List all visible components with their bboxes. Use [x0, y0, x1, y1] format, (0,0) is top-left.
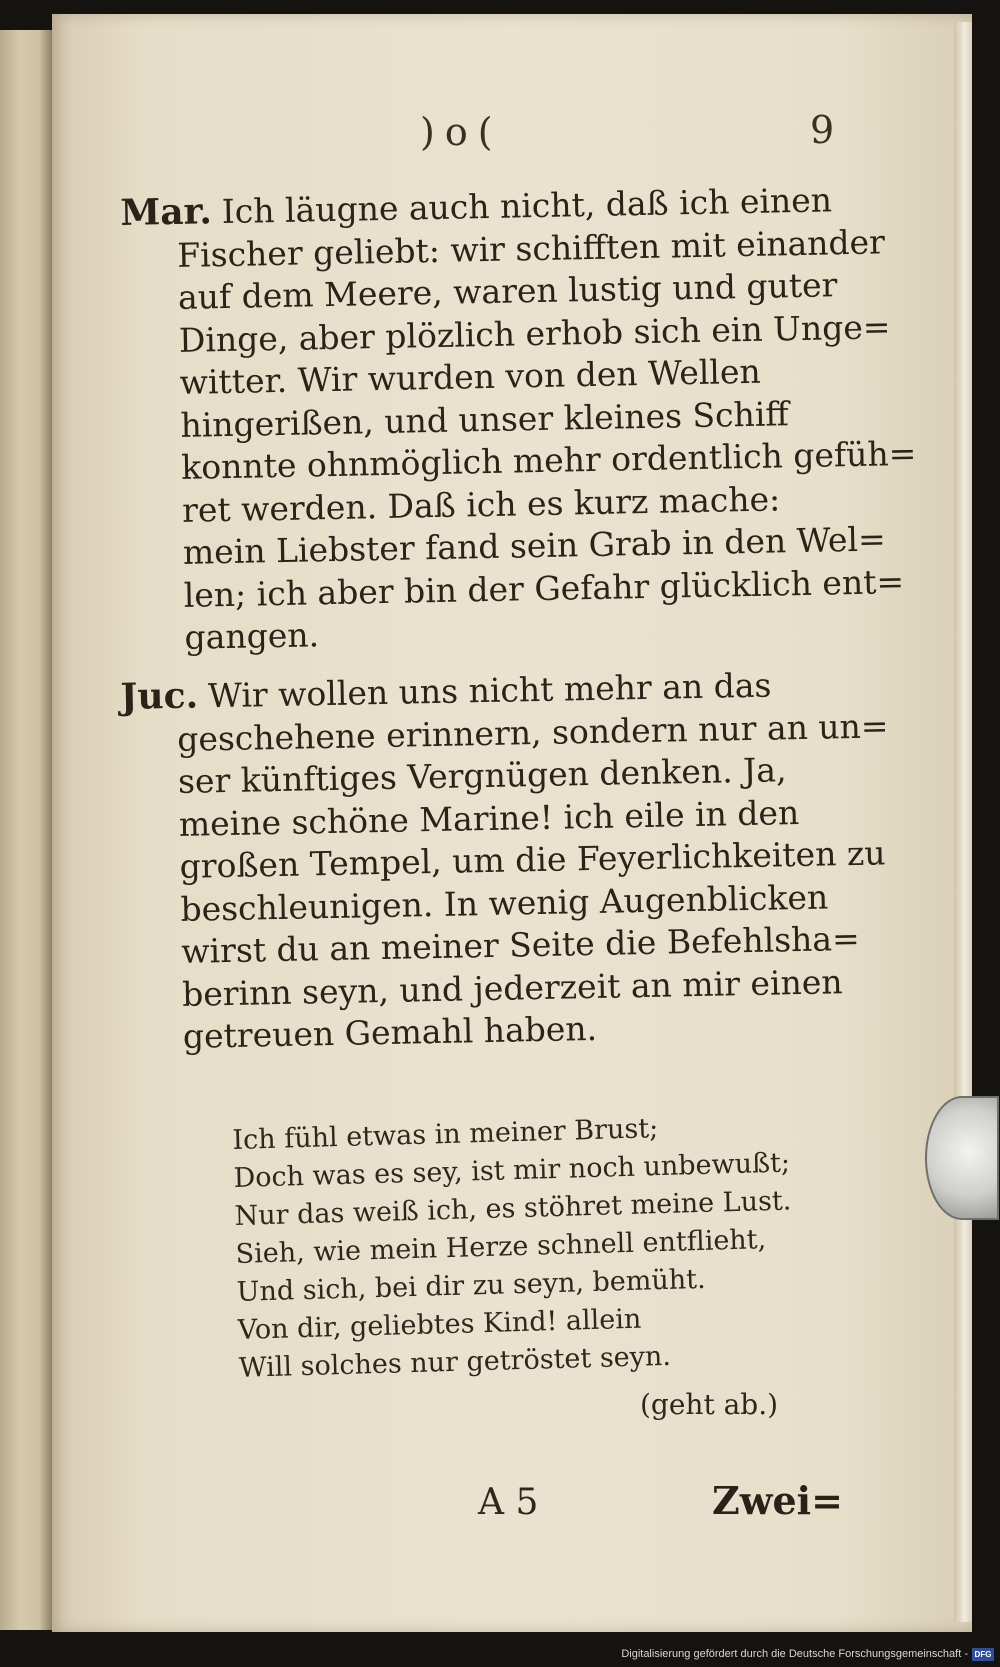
footer-credit: Digitalisierung gefördert durch die Deutsche Forschungsgemeinschaft -	[621, 1648, 968, 1660]
page-header-ornament: )o(	[420, 110, 503, 154]
speech-text: Ich läugne auch nicht, daß ich einen	[221, 180, 833, 232]
verse-line: Sieh, wie mein Herze schnell entflieht,	[235, 1224, 767, 1270]
speech-line: beschleunigen. In wenig Augenblicken	[180, 876, 829, 929]
speaker-name: Mar.	[120, 190, 213, 234]
speech-line: Fischer geliebt: wir schifften mit einander	[176, 221, 886, 275]
speech-block	[120, 178, 917, 661]
verse-line: Doch was es sey, ist mir noch unbewußt;	[233, 1147, 791, 1194]
speech-line: konnte ohnmöglich mehr ordentlich gefüh=	[180, 433, 917, 487]
speech-line: wirst du an meiner Seite die Befehlsha=	[180, 918, 861, 971]
speech-line: hingerißen, und unser kleines Schiff	[180, 393, 790, 445]
signature-mark: A 5	[478, 1482, 539, 1523]
speech-line: getreuen Gemahl haben.	[182, 1008, 598, 1056]
speech-block	[120, 662, 889, 1060]
speech-line: ret werden. Daß ich es kurz mache:	[181, 478, 781, 530]
verse-line: Und sich, bei dir zu seyn, bemüht.	[236, 1263, 706, 1308]
verse-line: Nur das weiß ich, es stöhret meine Lust.	[234, 1185, 792, 1232]
page-number: 9	[810, 108, 835, 152]
speech-line: meine schöne Marine! ich eile in den	[178, 792, 800, 844]
speech-line: geschehene erinnern, sondern nur an un=	[176, 705, 889, 759]
page-edge	[954, 22, 972, 1622]
verse-line: Ich fühl etwas in meiner Brust;	[232, 1113, 659, 1156]
speech-line: ser künftiges Vergnügen denken. Ja,	[177, 750, 787, 801]
speaker-name: Juc.	[120, 674, 199, 718]
speech-line: len; ich aber bin der Gefahr glücklich ent=	[183, 561, 905, 615]
dfg-logo-icon: DFG	[972, 1648, 994, 1661]
speech-line: großen Tempel, um die Feyerlichkeiten zu	[179, 833, 886, 886]
speech-text: Wir wollen uns nicht mehr an das	[207, 665, 772, 716]
left-page-edge	[0, 30, 54, 1630]
stage-direction: (geht ab.)	[640, 1388, 779, 1421]
catchword: Zwei=	[712, 1478, 843, 1523]
speech-line: gangen.	[184, 615, 320, 657]
page-clip-icon	[925, 1096, 999, 1220]
speech-line: Dinge, aber plözlich erhob sich ein Unge=	[178, 306, 891, 360]
speech-line: mein Liebster fand sein Grab in den Wel=	[182, 519, 887, 572]
speech-line: auf dem Meere, waren lustig und guter	[177, 265, 838, 317]
speech-line: berinn seyn, und jederzeit an mir einen	[181, 961, 843, 1014]
speech-line: witter. Wir wurden von den Wellen	[179, 351, 762, 402]
verse-line: Will solches nur getröstet seyn.	[238, 1340, 672, 1384]
verse-line: Von dir, geliebtes Kind! allein	[237, 1303, 642, 1346]
verse-block	[232, 1104, 879, 1388]
